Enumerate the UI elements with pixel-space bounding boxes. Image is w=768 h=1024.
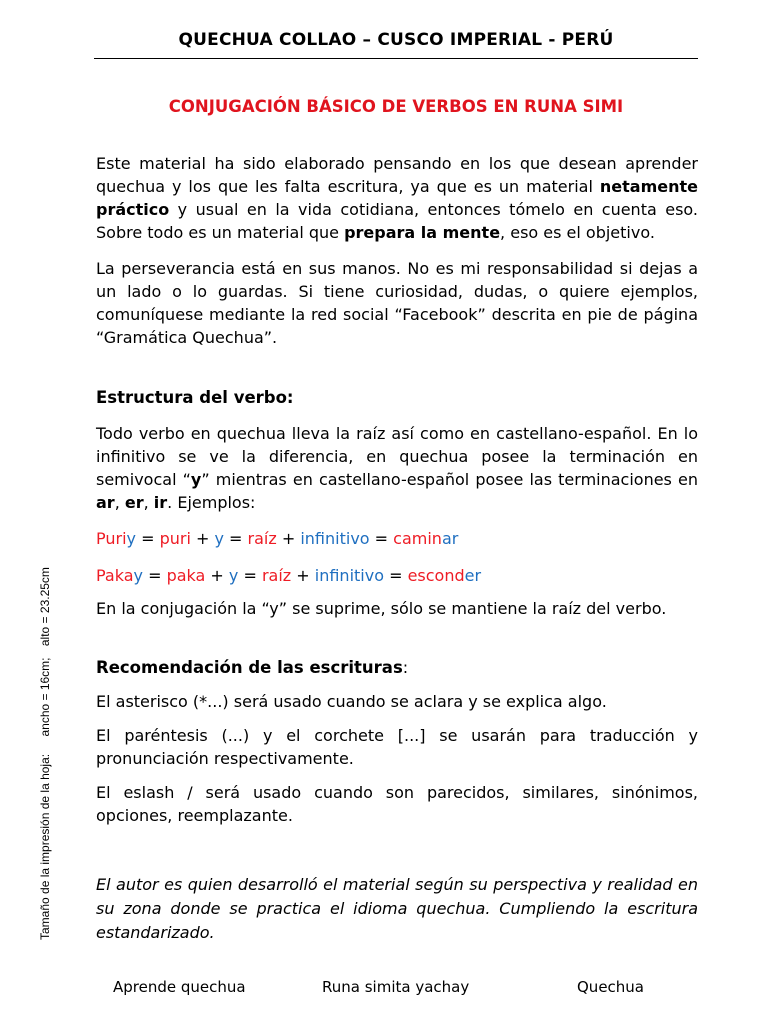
print-width: ancho = 16cm;	[38, 657, 52, 737]
print-size-note	[38, 567, 52, 940]
intro-text: y usual en la vida cotidiana, entonces tómelo en cuenta eso. Sobre todo es un material que	[96, 200, 698, 242]
footer-left: Aprende quechua	[113, 978, 246, 996]
closing-paragraph: El autor es quien desarrolló el material según su perspectiva y realidad en su zona donde se practica el idioma quechua. Cumpliendo la escritura estandarizado.	[96, 875, 698, 942]
bold-ending: ir	[153, 493, 168, 512]
print-height: alto = 23.25cm	[38, 567, 52, 647]
footer-right: Quechua	[577, 978, 644, 996]
separator: ,	[114, 493, 125, 512]
example-root-part: paka	[166, 566, 206, 585]
print-size-label: Tamaño de la impresión de la hoja:	[38, 753, 52, 940]
equals-sign: =	[223, 529, 248, 548]
bold-letter: y	[190, 470, 202, 489]
plus-sign: +	[276, 529, 301, 548]
example-root-part: puri	[159, 529, 191, 548]
example-y: y	[214, 529, 224, 548]
bold-ending: er	[124, 493, 144, 512]
document-body	[96, 152, 698, 945]
header-divider	[94, 58, 698, 59]
plus-sign: +	[190, 529, 215, 548]
estructura-paragraph	[96, 422, 698, 514]
bold-phrase: netamente práctico	[96, 177, 698, 219]
example-line-2	[96, 564, 698, 587]
conjugation-note: En la conjugación la “y” se suprime, sólo se mantiene la raíz del verbo.	[96, 599, 667, 618]
intro-text: , eso es el objetivo.	[500, 223, 655, 242]
example-y: y	[228, 566, 239, 585]
heading-colon: :	[402, 658, 409, 677]
intro-paragraph-2: La perseverancia está en sus manos. No es mi responsabilidad si dejas a un lado o lo guardas. Si tiene curiosidad, dudas, o quiere ejemplos, comuníquese mediante la red social “Facebook” descrita en pie de página “Gramática Quechua”.	[96, 259, 698, 347]
footer-center: Runa simita yachay	[322, 978, 470, 996]
document-title: CONJUGACIÓN BÁSICO DE VERBOS EN RUNA SIMI	[168, 97, 624, 116]
recomendacion-eslash: El eslash / será usado cuando son parecidos, similares, sinónimos, opciones, reemplazante.	[96, 783, 698, 825]
paragraph-text: ” mientras en castellano-español posee las terminaciones en	[201, 470, 698, 489]
infinitivo-label: infinitivo	[300, 529, 370, 548]
infinitivo-label: infinitivo	[314, 566, 384, 585]
paragraph-text: . Ejemplos:	[167, 493, 256, 512]
equals-sign: =	[136, 529, 160, 548]
section-heading-recomendacion	[96, 656, 698, 679]
raiz-label: raíz	[247, 529, 277, 548]
paragraph-text: Todo verbo en quechua lleva la raíz así como en castellano-español. En lo infinitivo se ve la diferencia, en quechua posee la terminación en semivocal “	[96, 424, 698, 489]
bold-phrase: prepara la mente	[344, 223, 501, 242]
spanish-root: escond	[407, 566, 465, 585]
plus-sign: +	[205, 566, 229, 585]
separator: ,	[143, 493, 154, 512]
spanish-ending: er	[464, 566, 482, 585]
equals-sign: =	[369, 529, 394, 548]
page-footer	[0, 978, 768, 1002]
raiz-label: raíz	[261, 566, 292, 585]
example-line-1	[96, 527, 698, 550]
section-heading-estructura: Estructura del verbo:	[96, 388, 294, 407]
equals-sign: =	[143, 566, 167, 585]
page-header-title: QUECHUA COLLAO – CUSCO IMPERIAL - PERÚ	[178, 30, 614, 50]
equals-sign: =	[384, 566, 408, 585]
heading-text: Recomendación de las escrituras	[96, 658, 403, 677]
example-root: Paka	[96, 566, 134, 585]
intro-paragraph-1	[96, 152, 698, 244]
example-suffix: y	[126, 529, 136, 548]
plus-sign: +	[291, 566, 315, 585]
spanish-root: camin	[393, 529, 442, 548]
equals-sign: =	[238, 566, 262, 585]
example-root: Puri	[96, 529, 127, 548]
recomendacion-parentesis: El paréntesis (...) y el corchete [...] se usarán para traducción y pronunciación respectivamente.	[96, 726, 698, 768]
recomendacion-asterisco: El asterisco (*...) será usado cuando se aclara y se explica algo.	[96, 692, 607, 711]
example-suffix: y	[133, 566, 143, 585]
spanish-ending: ar	[441, 529, 459, 548]
intro-text: Este material ha sido elaborado pensando en los que desean aprender quechua y los que les falta escritura, ya que es un material	[96, 154, 698, 196]
bold-ending: ar	[96, 493, 115, 512]
